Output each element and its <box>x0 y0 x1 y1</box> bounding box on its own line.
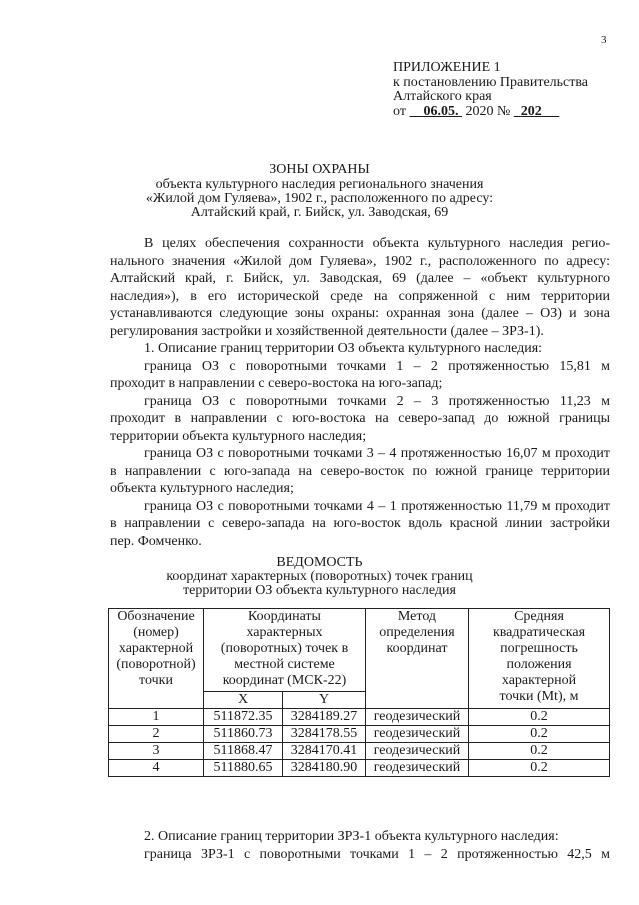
text-line: Алтайский край, г. Бийск, ул. Заводская, 69 (далее – «объект культурного <box>110 271 610 286</box>
error-value: 0.2 <box>469 760 610 777</box>
decree-date: 06.05. <box>423 103 459 119</box>
table-row <box>109 726 610 743</box>
statement-line: территории ОЗ объекта культурного наследия <box>183 583 456 598</box>
intro-paragraph <box>110 235 610 550</box>
heading-line: объекта культурного наследия регионального значения <box>155 177 484 192</box>
coord-y: 3284178.55 <box>283 726 366 743</box>
text-line: граница ОЗ с поворотными точками 3 – 4 протяженностью 16,07 м проходит <box>144 446 610 461</box>
appendix-date-line <box>393 105 588 120</box>
error-value: 0.2 <box>469 709 610 726</box>
method: геодезический <box>366 743 469 760</box>
method: геодезический <box>366 760 469 777</box>
section1-title: 1. Описание границ территории ОЗ объекта культурного наследия: <box>144 341 543 356</box>
statement-line: координат характерных (поворотных) точек границ <box>166 569 473 584</box>
header-method: Метод определения координат <box>366 609 469 709</box>
text-line: наследия»), в его исторической среде на сопряженной с ним территории <box>110 288 610 304</box>
section2-title: 2. Описание границ территории ЗРЗ-1 объекта культурного наследия: <box>144 829 559 844</box>
method: геодезический <box>366 726 469 743</box>
text-line: граница ОЗ с поворотными точками 1 – 2 протяженностью 15,81 м <box>144 358 610 374</box>
text-line: в направлении с юго-запада на северо-восток по южной границе территории <box>110 463 610 479</box>
text-line: регулирования застройки и хозяйственной деятельности (далее – ЗРЗ-1). <box>110 323 544 339</box>
decree-number: 202 <box>520 103 542 119</box>
point-number: 1 <box>109 709 204 726</box>
coord-y: 3284189.27 <box>283 709 366 726</box>
coord-x: 511872.35 <box>204 709 283 726</box>
point-number: 2 <box>109 726 204 743</box>
coord-y: 3284180.90 <box>283 760 366 777</box>
text-line: граница ОЗ с поворотными точками 4 – 1 протяженностью 11,79 м проходит <box>144 498 610 514</box>
text-line: В целях обеспечения сохранности объекта культурного наследия регио- <box>144 236 610 251</box>
text-line: граница ОЗ с поворотными точками 2 – 3 протяженностью 11,23 м <box>144 393 610 409</box>
header-error: Средняя квадратическая погрешность положения характерной точки (Mt), м <box>469 609 610 709</box>
point-number: 4 <box>109 760 204 777</box>
method: геодезический <box>366 709 469 726</box>
header-point-id: Обозначение (номер) характерной (поворотной) точки <box>109 609 204 709</box>
text-line: проходит в направлении с юго-востока на северо-запад до южной границы <box>110 411 610 426</box>
appendix-block <box>393 61 588 119</box>
appendix-line: Алтайского края <box>393 89 492 104</box>
section2-paragraph <box>110 828 610 863</box>
text-line: граница ЗРЗ-1 с поворотными точками 1 – 2 протяженностью 42,5 м <box>144 846 610 862</box>
table-header-row <box>109 609 610 692</box>
table-row <box>109 760 610 777</box>
zones-title: ЗОНЫ ОХРАНЫ <box>269 162 370 177</box>
text-line: в направлении с северо-запада на юго-восток вдоль красной линии застройки <box>110 516 610 531</box>
statement-title: ВЕДОМОСТЬ <box>276 555 363 570</box>
date-prefix: от <box>393 103 406 119</box>
heading-line: «Жилой дом Гуляева», 1902 г., расположенного по адресу: <box>145 191 494 206</box>
appendix-line: к постановлению Правительства <box>393 74 589 90</box>
text-line: пер. Фомченко. <box>110 533 202 549</box>
header-x: X <box>204 692 283 709</box>
coord-x: 511860.73 <box>204 726 283 743</box>
error-value: 0.2 <box>469 743 610 760</box>
text-line: проходит в направлении с северо-востока на юго-запад; <box>110 376 443 391</box>
text-line: устанавливаются следующие зоны охраны: охранная зона (далее – ОЗ) и зона <box>110 306 610 321</box>
heading-line: Алтайский край, г. Бийск, ул. Заводская, 69 <box>190 205 449 220</box>
text-line: территории объекта культурного наследия; <box>110 428 367 444</box>
header-coordinates: Координаты характерных (поворотных) точек в местной системе координат (МСК-22) <box>204 609 366 692</box>
table-row <box>109 709 610 726</box>
coord-x: 511880.65 <box>204 760 283 777</box>
decree-year-no: 2020 № <box>465 103 511 119</box>
coord-y: 3284170.41 <box>283 743 366 760</box>
appendix-title: ПРИЛОЖЕНИЕ 1 <box>393 60 501 75</box>
coord-x: 511868.47 <box>204 743 283 760</box>
text-line: нального значения «Жилой дом Гуляева», 1902 г., расположенного по адресу: <box>110 253 610 269</box>
text-line: объекта культурного наследия; <box>110 481 294 496</box>
point-number: 3 <box>109 743 204 760</box>
header-y: Y <box>283 692 366 709</box>
error-value: 0.2 <box>469 726 610 743</box>
coordinates-table <box>108 608 610 777</box>
page-number: 3 <box>601 34 607 46</box>
table-row <box>109 743 610 760</box>
